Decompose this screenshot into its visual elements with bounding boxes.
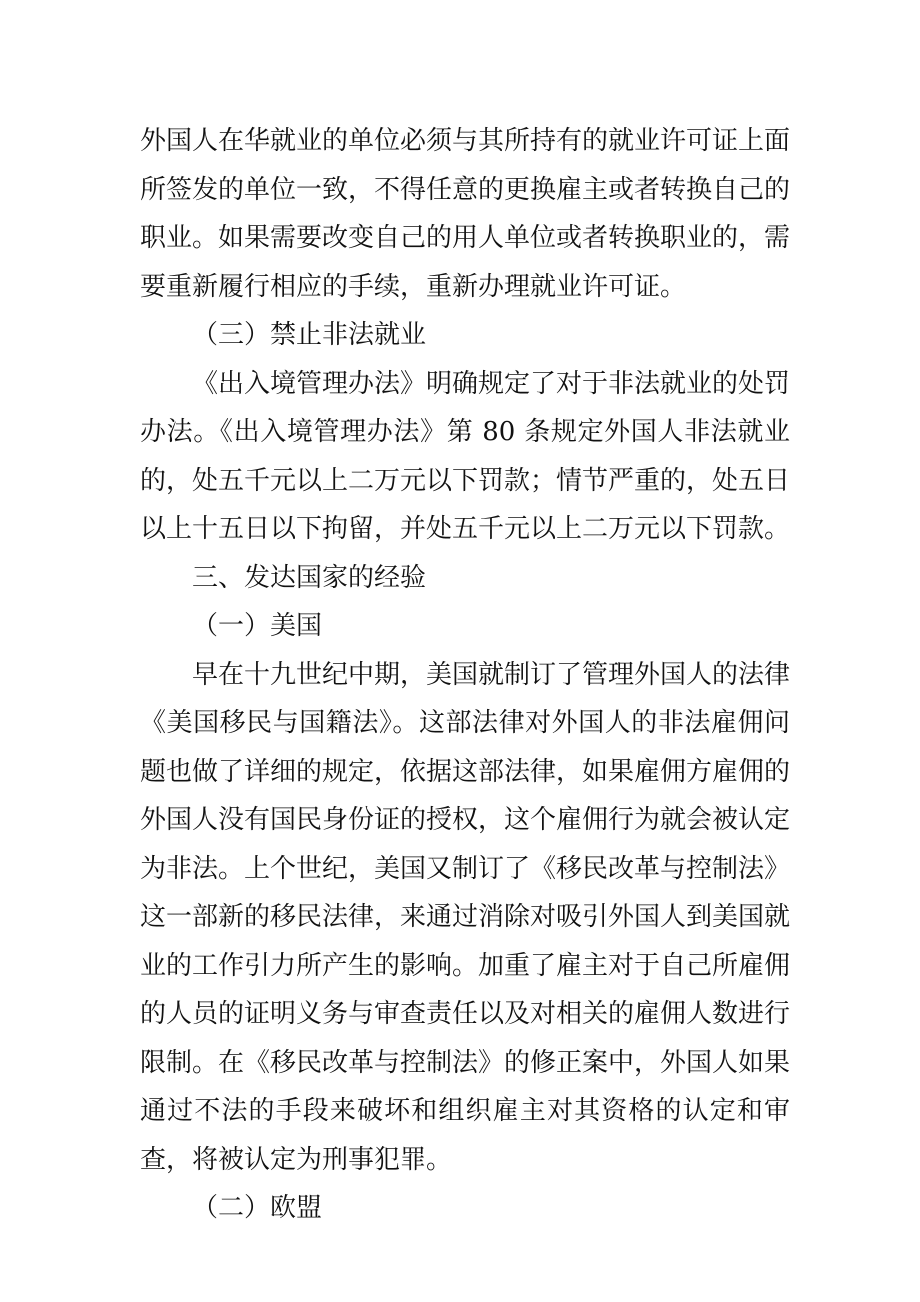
heading-developed-countries: 三、发达国家的经验 [192, 562, 427, 593]
heading-eu: （二）欧盟 [192, 1193, 323, 1223]
paragraph-usa-law: 早在十九世纪中期，美国就制订了管理外国人的法律《美国移民与国籍法》。这部法律对外国人的非法雇佣问题也做了详细的规定，依据这部法律，如果雇佣方雇佣的外国人没有国民身份证的授权，这个雇佣行为就会被认定为非法。上个世纪，美国又制订了《移民改革与控制法》这一部新的移民法律，来通过消除对吸引外国人到美国就业的工作引力所产生的影响。加重了雇主对于自己所雇佣的人员的证明义务与审查责任以及对相关的雇佣人数进行限制。在《移民改革与控制法》的修正案中，外国人如果通过不法的手段来破坏和组织雇主对其资格的认定和审查，将被认定为刑事犯罪。 [140, 659, 791, 1175]
paragraph-penalties: 《出入境管理办法》明确规定了对于非法就业的处罚办法。《出入境管理办法》第 80 条规定外国人非法就业的，处五千元以上二万元以下罚款；情节严重的，处五日以上十五日以下拘留，并处五千元以上二万元以下罚款。 [140, 368, 791, 544]
paragraph-employer-consistency: 外国人在华就业的单位必须与其所持有的就业许可证上面所签发的单位一致，不得任意的更换雇主或者转换自己的职业。如果需要改变自己的用人单位或者转换职业的，需要重新履行相应的手续，重新办理就业许可证。 [140, 126, 791, 302]
heading-usa: （一）美国 [192, 611, 323, 641]
heading-prohibit-illegal-employment: （三）禁止非法就业 [192, 320, 427, 350]
document-body [140, 117, 790, 1233]
